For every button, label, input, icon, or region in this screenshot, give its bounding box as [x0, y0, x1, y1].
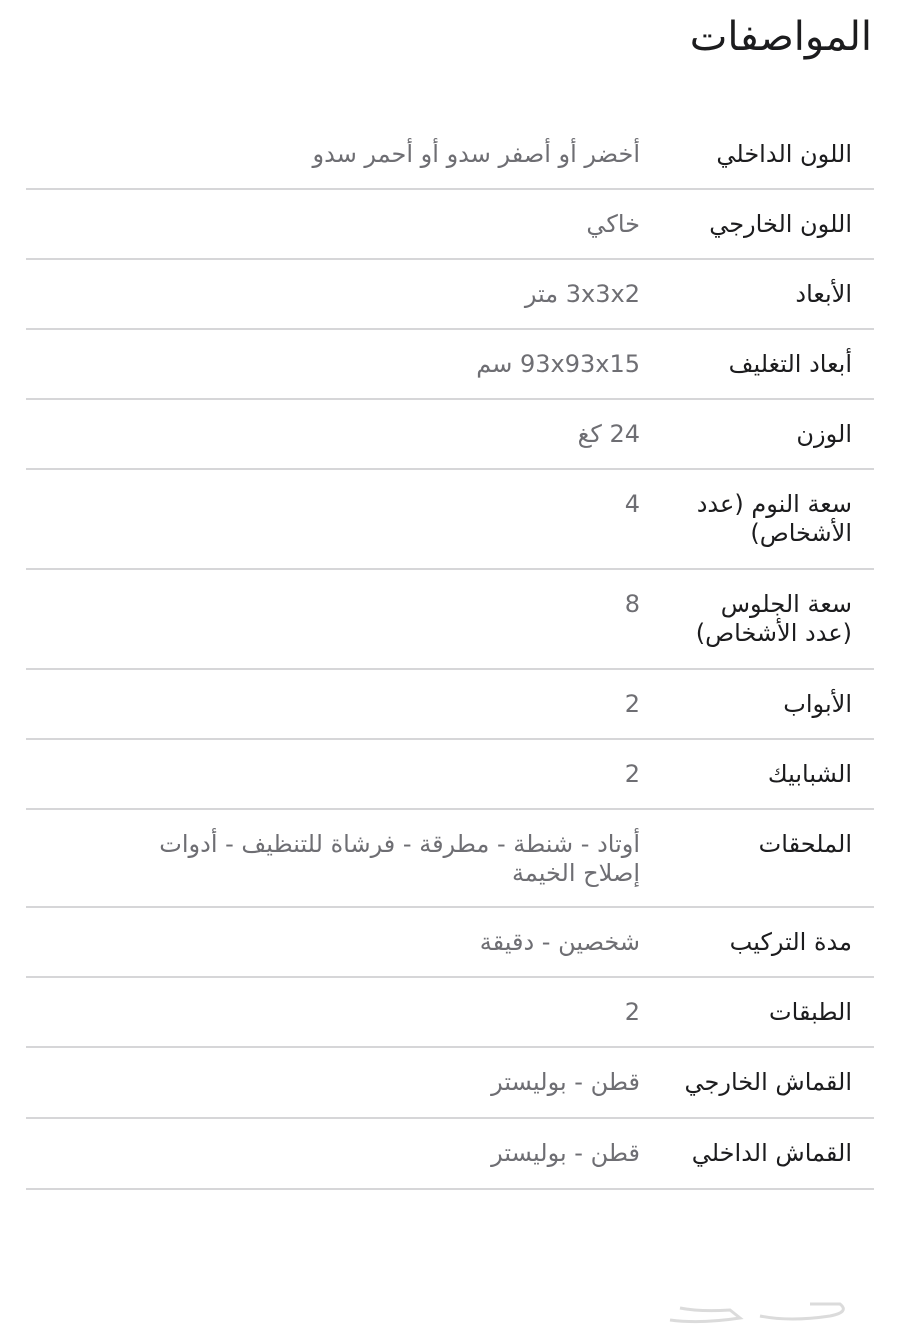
spec-value: 2: [624, 760, 640, 788]
spec-label: الوزن: [796, 420, 852, 448]
specs-table: [26, 120, 874, 1190]
spec-value: 3x3x2 متر: [524, 280, 640, 308]
spec-value: شخصين - دقيقة: [479, 928, 640, 956]
spec-label: سعة الجلوس (عدد الأشخاص): [695, 590, 852, 647]
spec-label: اللون الخارجي: [709, 210, 852, 238]
spec-label: الأبعاد: [795, 280, 852, 308]
spec-row-outer-color: [26, 190, 874, 260]
spec-row-inner-fabric: [26, 1119, 874, 1190]
spec-value: 2: [624, 998, 640, 1026]
spec-row-accessories: [26, 810, 874, 908]
spec-row-layers: [26, 978, 874, 1048]
spec-label: القماش الداخلي: [691, 1139, 852, 1167]
spec-value: قطن - بوليستر: [491, 1139, 640, 1167]
spec-row-doors: [26, 670, 874, 740]
spec-label: الأبواب: [783, 690, 852, 718]
spec-value: قطن - بوليستر: [491, 1068, 640, 1096]
spec-value: أخضر أو أصفر سدو أو أحمر سدو: [312, 140, 640, 168]
spec-row-dimensions: [26, 260, 874, 330]
spec-label: سعة النوم (عدد الأشخاص): [696, 490, 852, 547]
spec-label: مدة التركيب: [729, 928, 852, 956]
spec-label: الطبقات: [769, 998, 852, 1026]
spec-value: 2: [624, 690, 640, 718]
spec-value: 8: [624, 590, 640, 618]
spec-row-windows: [26, 740, 874, 810]
spec-row-package-dimensions: [26, 330, 874, 400]
spec-row-weight: [26, 400, 874, 470]
spec-label: اللون الداخلي: [716, 140, 852, 168]
spec-row-outer-fabric: [26, 1048, 874, 1119]
spec-value: 24 كغ: [577, 420, 640, 448]
haraj-logo-icon: [660, 1294, 860, 1328]
spec-value: 4: [624, 490, 640, 518]
spec-label: الملحقات: [758, 830, 852, 858]
spec-row-inner-color: [26, 120, 874, 190]
spec-row-setup-time: [26, 908, 874, 978]
page-title: المواصفات: [689, 14, 872, 60]
spec-label: القماش الخارجي: [684, 1068, 852, 1096]
spec-row-sleeping-capacity: [26, 470, 874, 570]
spec-value: أوتاد - شنطة - مطرقة - فرشاة للتنظيف - أدوات إصلاح الخيمة: [159, 830, 640, 887]
spec-row-seating-capacity: [26, 570, 874, 670]
spec-value: 93x93x15 سم: [476, 350, 640, 378]
spec-label: أبعاد التغليف: [728, 350, 852, 378]
spec-label: الشبابيك: [767, 760, 852, 788]
spec-value: خاكي: [586, 210, 640, 238]
